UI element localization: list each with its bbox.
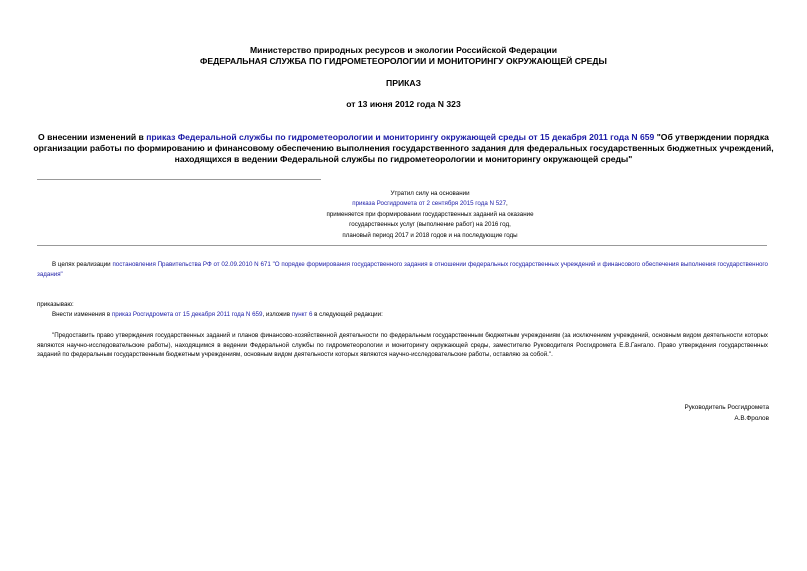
document-type: ПРИКАЗ (386, 78, 421, 88)
quoted-text: "Предоставить право утверждения государственных заданий и планов финансово-хозяйственной деятельности по федеральным государственным бюджетным учреждениям (за исключением учреждений, основным видом деятельности которых являются научно-исследовательские работы), находящимся в ведении Федеральной службы по гидрометеорологии и мониторингу окружающей среды, заместителю Руководителя Росгидромета Е.В.Гангало. Право утверждения государственных заданий по федеральным государственным бюджетным учреждениям, основным видом деятельности которых являются научно-исследовательские работы, оставляю за собой.". (37, 332, 768, 359)
signature-name: А.В.Фролов (734, 415, 769, 422)
order-word: приказываю: (37, 301, 74, 308)
divider-short (37, 179, 321, 180)
ministry-name: Министерство природных ресурсов и экологии Российской Федерации (250, 45, 557, 55)
note-line-5: плановый период 2017 и 2018 годов и на последующие годы (342, 231, 518, 239)
preamble-decree-link[interactable]: постановления Правительства РФ от 02.09.2010 N 671 "О порядке формирования государственного задания в отношении федеральных государственных учреждений и финансового обеспечения выполнения государственного задания" (37, 261, 768, 278)
instruction-clause-link[interactable]: пункт 6 (291, 311, 313, 318)
document-title (20, 132, 787, 165)
preamble-prefix: В целях реализации (52, 261, 113, 268)
document-date: от 13 июня 2012 года N 323 (346, 99, 461, 109)
instruction-order-link[interactable]: приказ Росгидромета от 15 декабря 2011 года N 659 (111, 311, 263, 318)
signature-position: Руководитель Росгидромета (684, 404, 769, 411)
note-line-2 (200, 199, 660, 209)
status-note (200, 189, 660, 241)
title-suffix: "Об утверждении порядка организации работы по формированию и финансовому обеспечению выполнения государственного задания для федеральных государственных бюджетных учреждений, находящихся в ведении Федеральной службы по гидрометеорологии и мониторингу окружающей среды" (33, 132, 774, 164)
preamble-paragraph (37, 260, 768, 279)
note-link-suffix: , (506, 200, 508, 208)
instruction-paragraph (52, 310, 768, 320)
service-name: ФЕДЕРАЛЬНАЯ СЛУЖБА ПО ГИДРОМЕТЕОРОЛОГИИ И МОНИТОРИНГУ ОКРУЖАЮЩЕЙ СРЕДЫ (200, 56, 607, 66)
note-repeal-link[interactable]: приказа Росгидромета от 2 сентября 2015 года N 527 (352, 200, 507, 208)
instruction-middle: , изложив (262, 311, 292, 318)
instruction-prefix: Внести изменения в (52, 311, 112, 318)
divider-long (37, 245, 767, 246)
note-line-4: государственных услуг (выполнение работ) на 2016 год, (349, 221, 511, 229)
instruction-suffix: в следующей редакции: (312, 311, 383, 318)
title-order-link[interactable]: приказ Федеральной службы по гидрометеорологии и мониторингу окружающей среды от 15 декабря 2011 года N 659 (146, 132, 655, 142)
note-line-3: применяется при формировании государственных заданий на оказание (326, 210, 534, 218)
note-line-1: Утратил силу на основании (390, 190, 470, 197)
title-prefix: О внесении изменений в (38, 132, 147, 142)
